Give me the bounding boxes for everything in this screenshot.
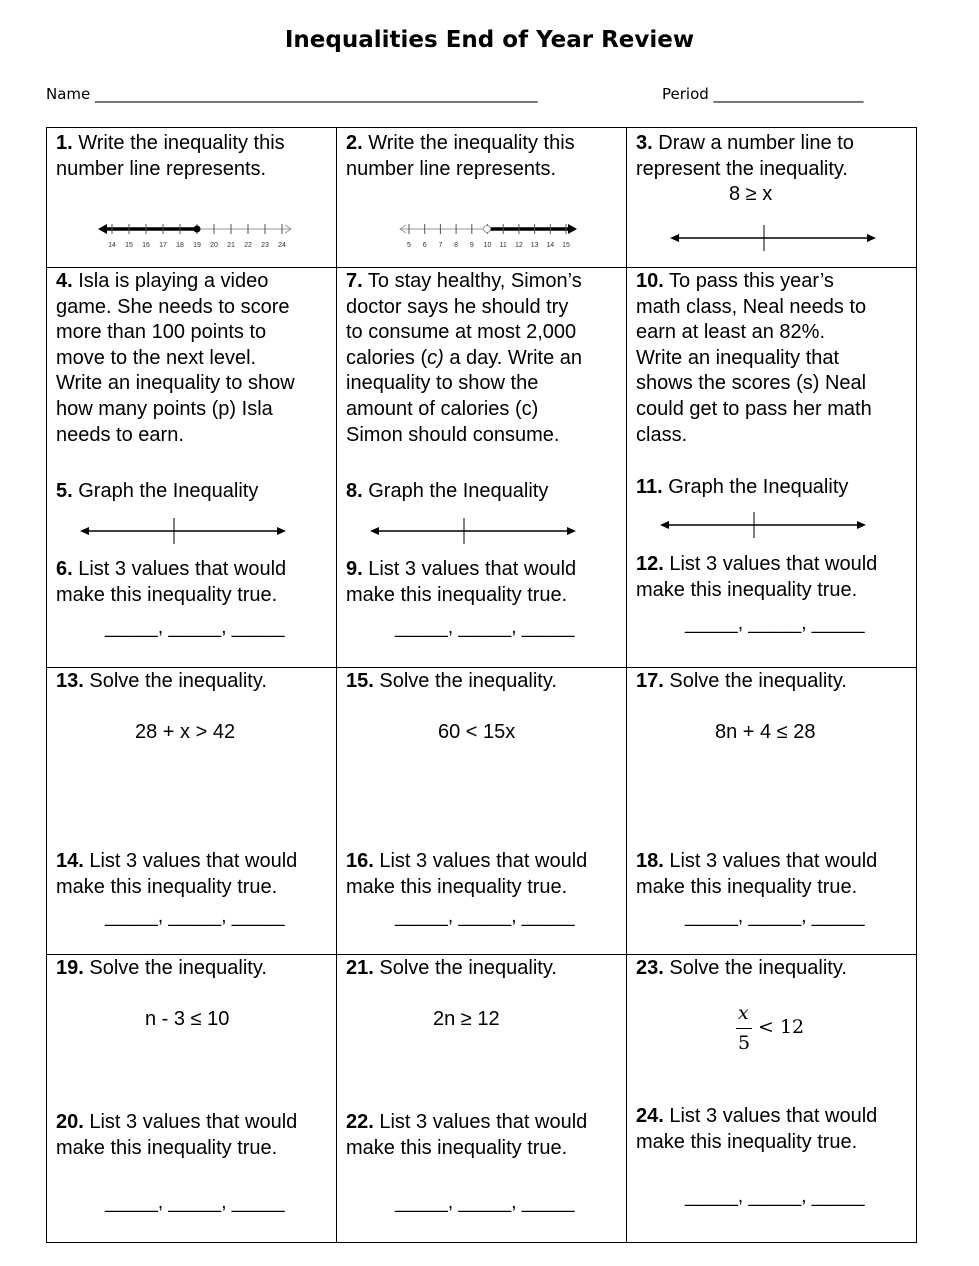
q13-inequality: 28 + x > 42 xyxy=(135,721,236,743)
number-line-1-tick-label: 20 xyxy=(210,242,218,249)
q23-denominator: 5 xyxy=(738,1032,751,1054)
number-line-2-tick-label: 5 xyxy=(407,242,411,249)
question-4: 4. Isla is playing a video game. She needs to score more than 100 points to move to the next level. Write an inequality to show how many points (p) Isla needs to earn. xyxy=(56,270,295,446)
q5-blank-number-line[interactable] xyxy=(80,517,286,545)
number-line-1-tick-label: 24 xyxy=(278,242,286,249)
q12-answer-blanks[interactable]: _____, _____, _____ xyxy=(685,613,865,634)
period-field[interactable]: Period ____________________ xyxy=(662,85,864,103)
q23-numerator: x xyxy=(738,1002,749,1024)
question-12: 12. List 3 values that would make this inequality true. xyxy=(636,553,878,601)
question-20: 20. List 3 values that would make this inequality true. xyxy=(56,1111,298,1159)
number-line-1-tick-label: 22 xyxy=(244,242,252,249)
q3-inequality: 8 ≥ x xyxy=(729,183,773,205)
q14-answer-blanks[interactable]: _____, _____, _____ xyxy=(105,906,285,927)
q23-rhs: < 12 xyxy=(758,1016,805,1038)
question-7: 7. To stay healthy, Simon’s doctor says he should try to consume at most 2,000 calories (c) a day. Write an inequality to show the amount of calories (c) Simon should consume. xyxy=(346,270,583,446)
number-line-2-tick-label: 12 xyxy=(515,242,523,249)
page-title: Inequalities End of Year Review xyxy=(284,27,695,53)
question-3: 3. Draw a number line to represent the inequality. xyxy=(636,132,854,180)
number-line-1-tick-label: 18 xyxy=(176,242,184,249)
q17-inequality: 8n + 4 ≤ 28 xyxy=(715,721,816,743)
number-line-1-tick-label: 14 xyxy=(108,242,116,249)
question-1: 1. Write the inequality this number line represents. xyxy=(56,132,285,180)
question-11: 11. Graph the Inequality xyxy=(636,476,849,498)
number-line-1-tick-label: 19 xyxy=(193,242,201,249)
number-line-1-tick-label: 17 xyxy=(159,242,167,249)
q16-answer-blanks[interactable]: _____, _____, _____ xyxy=(395,906,575,927)
number-line-2-tick-label: 6 xyxy=(422,242,427,249)
question-16: 16. List 3 values that would make this inequality true. xyxy=(346,850,588,898)
q18-answer-blanks[interactable]: _____, _____, _____ xyxy=(685,906,865,927)
question-18: 18. List 3 values that would make this inequality true. xyxy=(636,850,878,898)
number-line-1 xyxy=(98,218,298,252)
number-line-2-tick-label: 15 xyxy=(562,242,570,249)
number-line-2-tick-label: 11 xyxy=(499,242,507,249)
number-line-1-tick-label: 23 xyxy=(261,242,269,249)
question-13: 13. Solve the inequality. xyxy=(56,670,267,692)
question-9: 9. List 3 values that would make this inequality true. xyxy=(346,558,577,606)
q15-inequality: 60 < 15x xyxy=(438,721,516,743)
number-line-2-tick-label: 10 xyxy=(483,242,492,249)
q6-answer-blanks[interactable]: _____, _____, _____ xyxy=(105,617,285,638)
q20-answer-blanks[interactable]: _____, _____, _____ xyxy=(105,1192,285,1213)
q23-fraction-bar xyxy=(736,1028,752,1029)
q8-blank-number-line[interactable] xyxy=(370,517,576,545)
q11-blank-number-line[interactable] xyxy=(660,511,866,539)
question-17: 17. Solve the inequality. xyxy=(636,670,847,692)
question-15: 15. Solve the inequality. xyxy=(346,670,557,692)
number-line-2-tick-label: 14 xyxy=(546,242,555,249)
number-line-2-tick-label: 8 xyxy=(454,242,459,249)
number-line-2-tick-label: 7 xyxy=(438,242,443,249)
q24-answer-blanks[interactable]: _____, _____, _____ xyxy=(685,1186,865,1207)
question-22: 22. List 3 values that would make this inequality true. xyxy=(346,1111,588,1159)
question-6: 6. List 3 values that would make this inequality true. xyxy=(56,558,287,606)
question-14: 14. List 3 values that would make this inequality true. xyxy=(56,850,298,898)
q22-answer-blanks[interactable]: _____, _____, _____ xyxy=(395,1192,575,1213)
question-5: 5. Graph the Inequality xyxy=(56,480,259,502)
question-23: 23. Solve the inequality. xyxy=(636,957,847,979)
q19-inequality: n - 3 ≤ 10 xyxy=(145,1008,230,1030)
number-line-2-tick-label: 9 xyxy=(469,242,474,249)
question-2: 2. Write the inequality this number line represents. xyxy=(346,132,575,180)
q3-blank-number-line[interactable] xyxy=(670,224,876,252)
number-line-1-tick-label: 15 xyxy=(125,242,133,249)
number-line-1-tick-label: 16 xyxy=(142,242,150,249)
number-line-1-tick-label: 21 xyxy=(227,242,235,249)
q21-inequality: 2n ≥ 12 xyxy=(433,1008,500,1030)
question-8: 8. Graph the Inequality xyxy=(346,480,549,502)
name-field[interactable]: Name ___________________________________________________________ xyxy=(46,85,538,103)
number-line-2 xyxy=(399,218,581,252)
question-19: 19. Solve the inequality. xyxy=(56,957,267,979)
question-21: 21. Solve the inequality. xyxy=(346,957,557,979)
question-10: 10. To pass this year’s math class, Neal needs to earn at least an 82%. Write an inequality that shows the scores (s) Neal could get to pass her math class. xyxy=(636,270,872,446)
number-line-2-tick-label: 13 xyxy=(530,242,539,249)
q9-answer-blanks[interactable]: _____, _____, _____ xyxy=(395,617,575,638)
question-24: 24. List 3 values that would make this inequality true. xyxy=(636,1105,878,1153)
